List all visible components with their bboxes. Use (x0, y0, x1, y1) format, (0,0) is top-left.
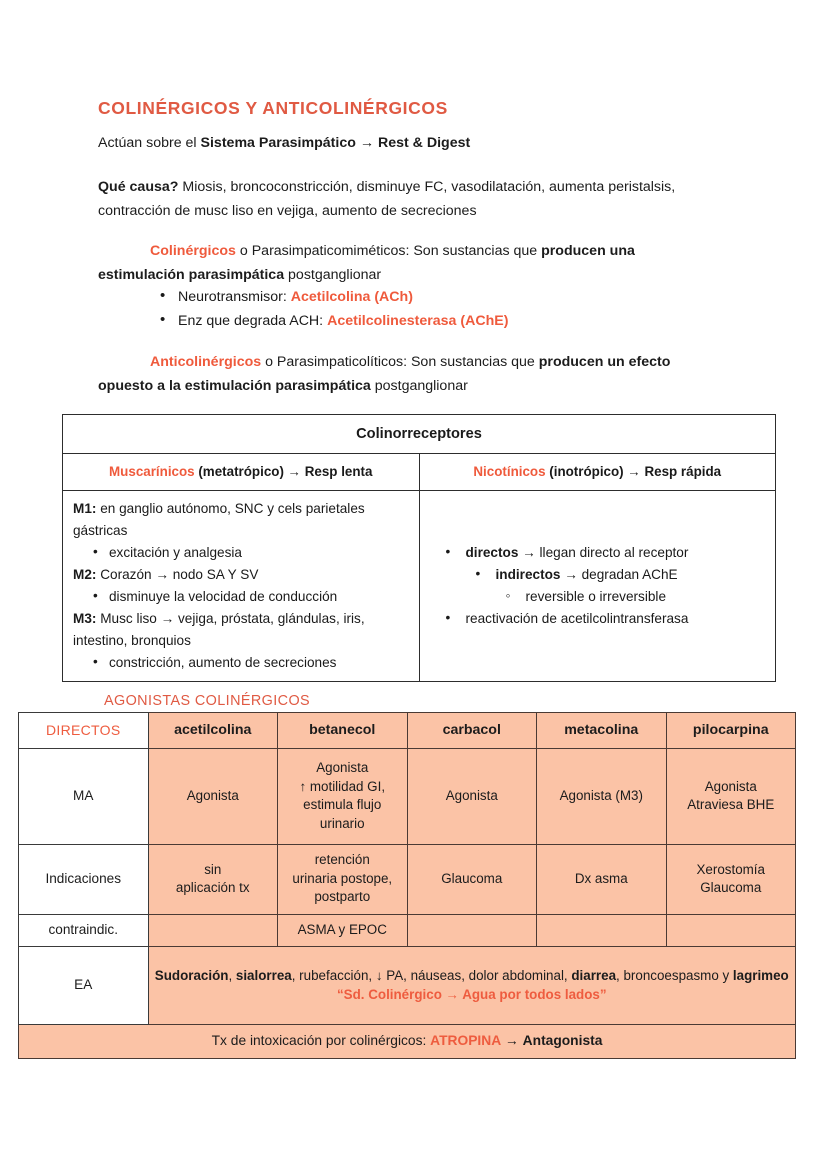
bullet-accent: Acetilcolinesterasa (AChE) (327, 313, 509, 329)
muscarinic-accent: Muscarínicos (109, 464, 195, 479)
table-row-tx-intoxicacion (19, 1024, 796, 1058)
cell-ind-pilocarpina: Xerostomía Glaucoma (666, 844, 796, 914)
cell-con-betanecol: ASMA y EPOC (278, 914, 408, 946)
cell-tx-intoxicacion (19, 1024, 796, 1058)
row-label-indicaciones: Indicaciones (19, 844, 149, 914)
anticolinergicos-tail: postganglionar (370, 378, 468, 394)
colinorreceptores-table (62, 414, 776, 682)
cell-ma-pilocarpina: Agonista Atraviesa BHE (666, 748, 796, 844)
paragraph-anticolinergicos (98, 350, 723, 398)
column-header-metacolina: metacolina (537, 713, 667, 749)
directos-text: → llegan directo al receptor (518, 545, 689, 560)
ea-effects-line (154, 965, 791, 986)
table-header-row (19, 713, 796, 749)
colinergicos-bold: producen una estimulación parasimpática (98, 243, 635, 283)
list-item: • reactivación de acetilcolintransferasa (444, 608, 766, 630)
que-causa-label: Qué causa? (98, 179, 179, 195)
bullet-plain: Neurotransmisor: (178, 289, 291, 305)
cell-ma-acetilcolina: Agonista (148, 748, 278, 844)
actuan-bold-sistema: Sistema Parasimpático (200, 135, 356, 151)
receptors-table-header: Colinorreceptores (63, 415, 776, 454)
table-row-ma (19, 748, 796, 844)
table-corner-directos: DIRECTOS (19, 713, 149, 749)
m3-line (73, 608, 409, 652)
list-item: • excitación y analgesia (109, 542, 409, 564)
ea-t1: , (228, 968, 236, 984)
muscarinic-rest: (metatrópico) → Resp lenta (194, 464, 373, 479)
m1-line (73, 498, 409, 542)
list-item (444, 564, 766, 586)
m1-label: M1: (73, 501, 97, 516)
bullet-plain: Enz que degrada ACH: (178, 313, 328, 329)
page-title: COLINÉRGICOS Y ANTICOLINÉRGICOS (98, 98, 448, 118)
nicotinic-rest: (inotrópico) → Resp rápida (545, 464, 722, 479)
paragraph-que-causa (98, 175, 708, 223)
directos-label: directos (465, 545, 519, 560)
table-row-indicaciones (19, 844, 796, 914)
que-causa-text: Miosis, broncoconstricción, disminuye FC, vasodilatación, aumenta peristalsis, contracción de musc liso en vejiga, aumento de secreciones (98, 179, 676, 219)
colinergicos-bullet-list (98, 285, 508, 333)
list-item: • disminuye la velocidad de conducción (109, 586, 409, 608)
column-header-acetilcolina: acetilcolina (148, 713, 278, 749)
column-header-pilocarpina: pilocarpina (666, 713, 796, 749)
muscarinic-column-header (63, 454, 420, 491)
ea-b2: sialorrea (235, 968, 292, 984)
colinergicos-mid: o Parasimpaticomiméticos: Son sustancias que (235, 243, 542, 259)
cell-con-carbacol (407, 914, 537, 946)
list-item: • constricción, aumento de secreciones (109, 652, 409, 674)
tx-bold-antagonista: Antagonista (522, 1032, 603, 1048)
cell-ind-acetilcolina: sin aplicación tx (148, 844, 278, 914)
nicotinic-content-cell (419, 491, 776, 682)
m3-text: Musc liso → vejiga, próstata, glándulas, iris, intestino, bronquios (73, 611, 365, 648)
table-row-ea (19, 946, 796, 1024)
ea-t2: , rubefacción, ↓ PA, náuseas, dolor abdominal, (291, 968, 572, 984)
m2-text: Corazón → nodo SA Y SV (96, 567, 259, 582)
row-label-ma: MA (19, 748, 149, 844)
anticolinergicos-highlight: Anticolinérgicos (150, 354, 262, 370)
cell-con-metacolina (537, 914, 667, 946)
m2-label: M2: (73, 567, 97, 582)
muscarinic-content-cell (63, 491, 420, 682)
tx-prefix: Tx de intoxicación por colinérgicos: (211, 1032, 431, 1048)
paragraph-actuan (98, 131, 738, 155)
colinergicos-highlight: Colinérgicos (150, 243, 236, 259)
cell-ind-metacolina: Dx asma (537, 844, 667, 914)
tx-arrow: → (501, 1032, 523, 1048)
ea-mnemonic-quote: “Sd. Colinérgico → Agua por todos lados” (336, 987, 607, 1003)
row-label-ea: EA (19, 946, 149, 1024)
ea-t3: , broncoespasmo y (616, 968, 733, 984)
nicotinic-list (444, 542, 766, 630)
cell-ma-metacolina: Agonista (M3) (537, 748, 667, 844)
tx-accent-atropina: ATROPINA (430, 1032, 502, 1048)
cell-ma-carbacol: Agonista (407, 748, 537, 844)
m2-line (73, 564, 409, 586)
actuan-bold-rest: Rest & Digest (377, 135, 471, 151)
bullet-accent: Acetilcolina (ACh) (290, 289, 413, 305)
indirectos-label: indirectos (495, 567, 561, 582)
anticolinergicos-mid: o Parasimpaticolíticos: Son sustancias que (261, 354, 539, 370)
agonistas-section-label: AGONISTAS COLINÉRGICOS (104, 693, 311, 709)
table-row (63, 454, 776, 491)
cell-con-acetilcolina (148, 914, 278, 946)
actuan-arrow: → (355, 135, 378, 151)
column-header-betanecol: betanecol (278, 713, 408, 749)
m3-label: M3: (73, 611, 97, 626)
cell-ma-betanecol: Agonista ↑ motilidad GI, estimula flujo urinario (278, 748, 408, 844)
colinergicos-tail: postganglionar (284, 267, 382, 283)
cell-ind-carbacol: Glaucoma (407, 844, 537, 914)
list-item (444, 542, 766, 564)
ea-b4: lagrimeo (732, 968, 789, 984)
cell-ind-betanecol: retención urinaria postope, postparto (278, 844, 408, 914)
list-item (178, 285, 508, 309)
table-row-contraindic (19, 914, 796, 946)
m1-sub-list (73, 542, 409, 564)
ea-b3: diarrea (571, 968, 617, 984)
nicotinic-accent: Nicotínicos (473, 464, 546, 479)
cell-con-pilocarpina (666, 914, 796, 946)
paragraph-colinergicos (98, 239, 723, 287)
actuan-prefix: Actúan sobre el (98, 135, 201, 151)
agonistas-colinergicos-table (18, 712, 796, 1059)
row-label-contraindic: contraindic. (19, 914, 149, 946)
table-row (63, 415, 776, 454)
ea-b1: Sudoración (154, 968, 229, 984)
column-header-carbacol: carbacol (407, 713, 537, 749)
m2-sub-list (73, 586, 409, 608)
anticolinergicos-bold: producen un efecto opuesto a la estimulación parasimpática (98, 354, 671, 394)
cell-ea-content (148, 946, 796, 1024)
muscarinic-list (73, 498, 409, 674)
list-item: ◦ reversible o irreversible (444, 586, 766, 608)
list-item (178, 309, 508, 333)
nicotinic-column-header (419, 454, 776, 491)
table-row (63, 491, 776, 682)
m3-sub-list (73, 652, 409, 674)
m1-text: en ganglio autónomo, SNC y cels parietales gástricas (73, 501, 365, 538)
indirectos-text: → degradan AChE (560, 567, 678, 582)
